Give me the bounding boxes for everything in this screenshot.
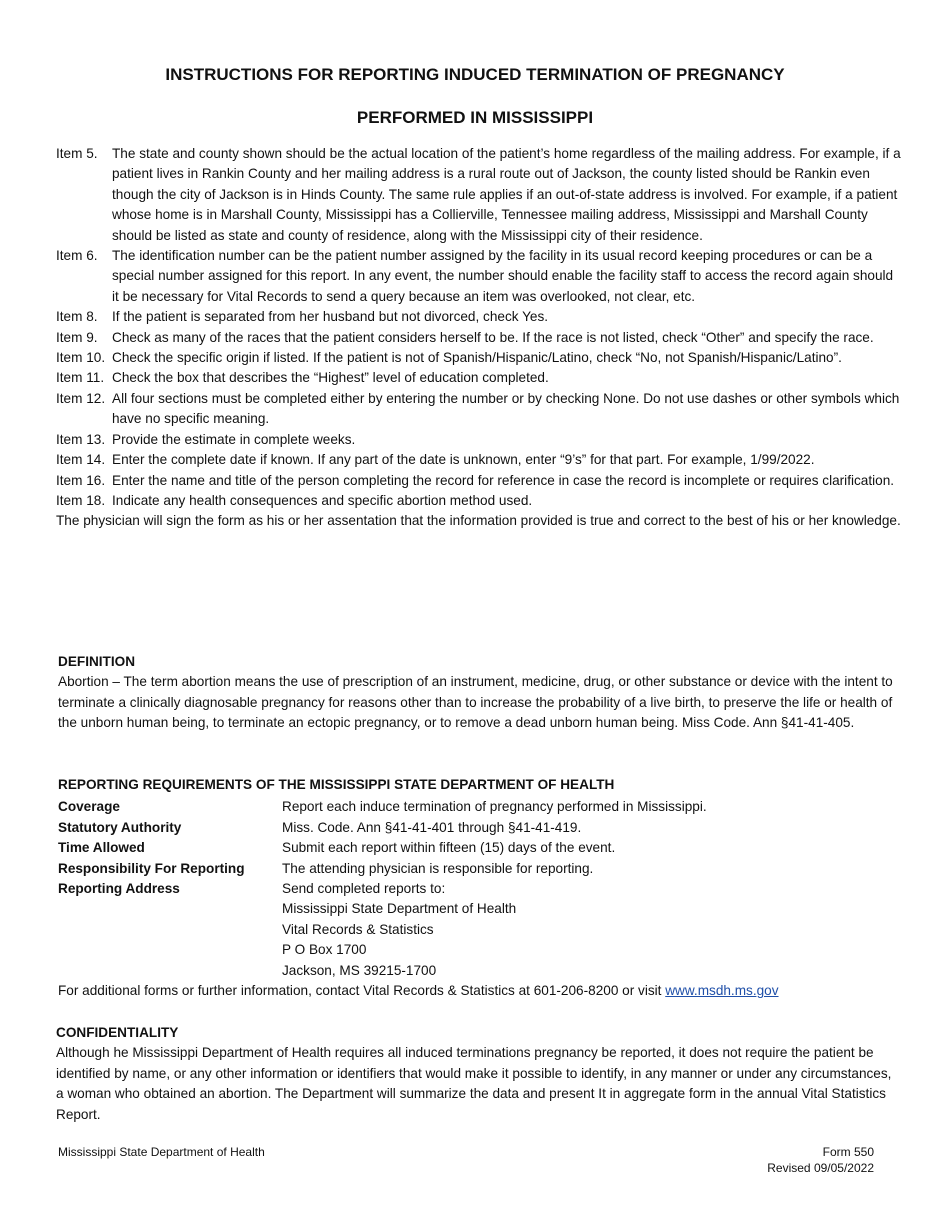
item-8 [56, 307, 901, 327]
page-subtitle: PERFORMED IN MISSISSIPPI [356, 108, 594, 127]
item-14 [56, 450, 901, 470]
time-allowed-value: Submit each report within fifteen (15) days of the event. [282, 840, 616, 856]
time-allowed-row [58, 838, 898, 858]
contact-info [58, 981, 898, 1001]
address-line: Send completed reports to: [282, 881, 446, 897]
reporting-requirements-section [58, 775, 898, 1001]
item-label: Item 8. [56, 309, 98, 325]
coverage-label: Coverage [58, 799, 120, 815]
item-text: All four sections must be completed either by entering the number or by checking None. Do not use dashes or other symbols which have no specific meaning. [112, 390, 900, 427]
statutory-authority-label: Statutory Authority [58, 819, 182, 835]
responsibility-row [58, 859, 898, 879]
item-16 [56, 471, 901, 491]
item-label: Item 9. [56, 329, 98, 345]
reporting-address-value [282, 879, 898, 981]
definition-section [58, 652, 898, 734]
item-11 [56, 368, 901, 388]
address-line: Jackson, MS 39215-1700 [282, 962, 437, 978]
time-allowed-label: Time Allowed [58, 840, 145, 856]
footer-form-info [767, 1144, 874, 1176]
item-9 [56, 328, 901, 348]
revision-date: Revised 09/05/2022 [767, 1161, 874, 1175]
coverage-row [58, 797, 898, 817]
msdh-website-link[interactable]: www.msdh.ms.gov [665, 983, 779, 999]
item-6 [56, 246, 901, 307]
item-label: Item 11. [56, 370, 105, 386]
item-label: Item 18. [56, 492, 106, 508]
definition-heading: DEFINITION [58, 654, 136, 669]
item-label: Item 5. [56, 146, 98, 161]
item-label: Item 16. [56, 472, 106, 488]
physician-statement: The physician will sign the form as his or her assentation that the information provided is true and correct to the best of his or her knowledge. [56, 513, 901, 529]
reporting-address-row [58, 879, 898, 981]
footer-agency: Mississippi State Department of Health [58, 1145, 265, 1159]
address-line: Mississippi State Department of Health [282, 901, 517, 917]
statutory-authority-row [58, 818, 898, 838]
contact-text: For additional forms or further information, contact Vital Records & Statistics at 601-206-8200 or visit [58, 983, 662, 999]
item-5 [56, 144, 901, 246]
address-line: Vital Records & Statistics [282, 921, 434, 937]
address-line: P O Box 1700 [282, 942, 367, 958]
responsibility-value: The attending physician is responsible for reporting. [282, 860, 594, 876]
item-text: Provide the estimate in complete weeks. [112, 431, 356, 447]
confidentiality-heading: CONFIDENTIALITY [56, 1025, 179, 1040]
item-text: Check the specific origin if listed. If the patient is not of Spanish/Hispanic/Latino, check “No, not Spanish/Hispanic/Latino”. [112, 350, 842, 366]
reporting-address-label: Reporting Address [58, 881, 180, 897]
item-text: The state and county shown should be the actual location of the patient’s home regardless of the mailing address. For example, if a patient lives in Rankin County and her mailing address is a rural route out of Jackson, the county listed should be Rankin even though the city of Jackson is in Hinds County. The same rule applies if an out-of-state address is involved. For example, if a patient whose home is in Marshall County, Mississippi has a Collierville, Tennessee mailing address, Mississippi and Marshall County should be listed as state and county of residence, along with the Mississippi city of their residence. [112, 146, 901, 243]
item-label: Item 12. [56, 390, 106, 406]
item-label: Item 13. [56, 431, 106, 447]
item-label: Item 10. [56, 350, 106, 366]
item-10 [56, 348, 901, 368]
definition-text: Abortion – The term abortion means the use of prescription of an instrument, medicine, drug, or other substance or device with the intent to terminate a clinically diagnosable pregnancy for reasons other than to increase the probability of a live birth, to preserve the life or health of the unborn human being, to terminate an ectopic pregnancy, or to remove a dead unborn human being. Miss Code. Ann §41-41-405. [58, 674, 893, 731]
item-text: Indicate any health consequences and specific abortion method used. [112, 492, 533, 508]
item-label: Item 6. [56, 248, 98, 264]
confidentiality-text: Although he Mississippi Department of Health requires all induced terminations pregnancy be reported, it does not require the patient be identified by name, or any other information or identifiers that would make it possible to identify, in any manner or under any circumstances, a woman who obtained an abortion. The Department will summarize the data and present It in aggregate form in the annual Vital Statistics Report. [56, 1045, 892, 1122]
item-text: Enter the complete date if known. If any part of the date is unknown, enter “9’s” for that part. For example, 1/99/2022. [112, 452, 815, 468]
confidentiality-section [56, 1023, 901, 1125]
coverage-value: Report each induce termination of pregnancy performed in Mississippi. [282, 799, 707, 815]
item-18 [56, 491, 901, 511]
item-label: Item 14. [56, 452, 106, 468]
item-text: The identification number can be the patient number assigned by the facility in its usual record keeping procedures or can be a special number assigned for this report. In any event, the number should enable the facility staff to access the record again should it be necessary for Vital Records to send a query because an item was overlooked, not clear, etc. [112, 248, 894, 304]
item-13 [56, 430, 901, 450]
item-12 [56, 389, 901, 430]
page-title: INSTRUCTIONS FOR REPORTING INDUCED TERMINATION OF PREGNANCY [165, 65, 785, 84]
form-number: Form 550 [822, 1145, 874, 1159]
item-text: If the patient is separated from her husband but not divorced, check Yes. [112, 309, 549, 325]
item-text: Check as many of the races that the patient considers herself to be. If the race is not listed, check “Other” and specify the race. [112, 329, 874, 345]
item-text: Enter the name and title of the person completing the record for reference in case the record is incomplete or requires clarification. [112, 472, 895, 488]
item-text: Check the box that describes the “Highest” level of education completed. [112, 370, 549, 386]
instruction-items [56, 144, 901, 532]
reporting-heading: REPORTING REQUIREMENTS OF THE MISSISSIPPI STATE DEPARTMENT OF HEALTH [58, 777, 615, 792]
statutory-authority-value: Miss. Code. Ann §41-41-401 through §41-41-419. [282, 819, 582, 835]
responsibility-label: Responsibility For Reporting [58, 860, 245, 876]
